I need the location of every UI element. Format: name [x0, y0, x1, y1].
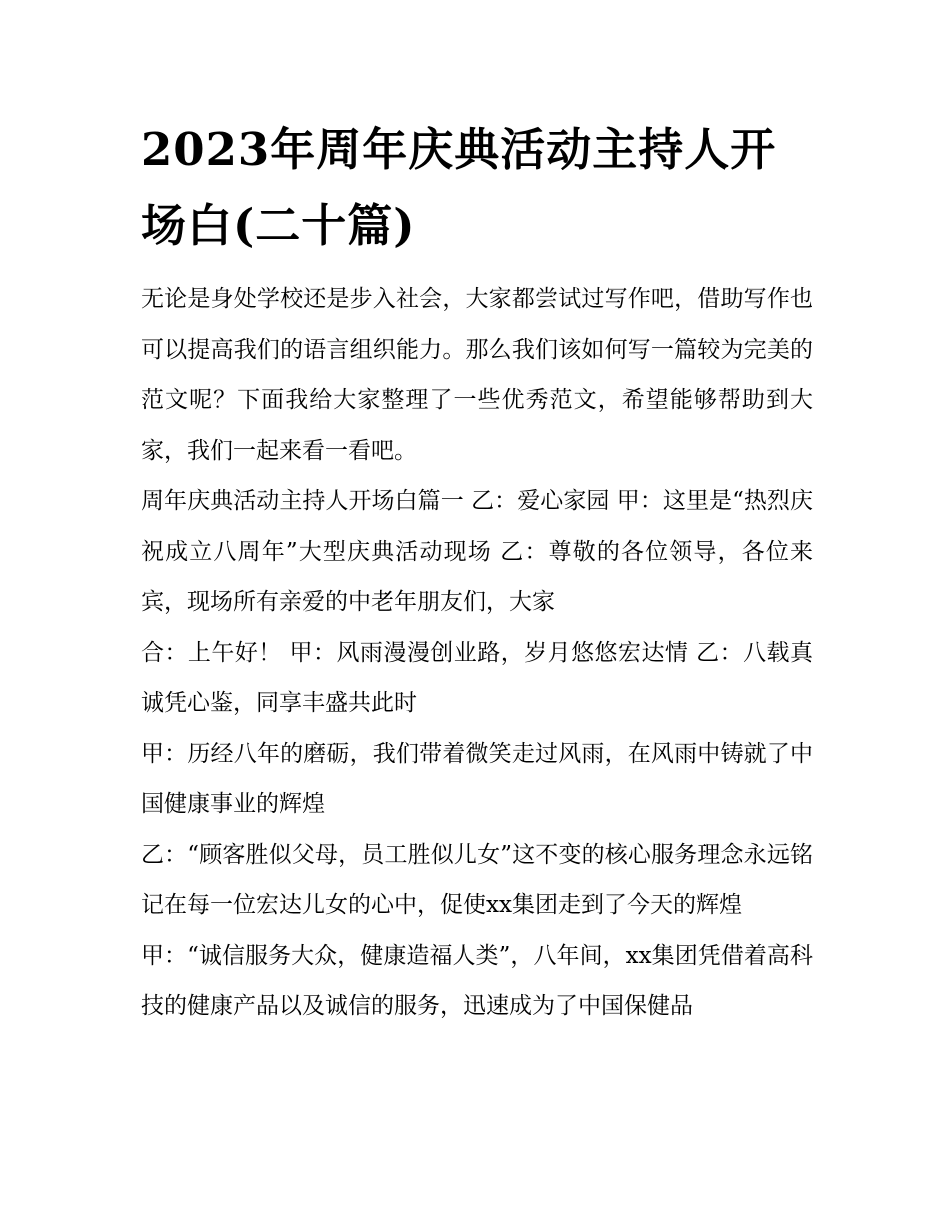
paragraph-intro: 无论是身处学校还是步入社会，大家都尝试过写作吧，借助写作也可以提高我们的语言组织能力。那么我们该如何写一篇较为完美的范文呢？下面我给大家整理了一些优秀范文，希望能够帮助到大家，我们一起来看一看吧。	[141, 286, 813, 464]
paragraph-greeting: 合：上午好！ 甲：风雨漫漫创业路，岁月悠悠宏达情 乙：八载真诚凭心鉴，同享丰盛共此时	[141, 639, 813, 716]
document-page	[141, 112, 813, 1032]
paragraph-yi-1: 乙：“顾客胜似父母，员工胜似儿女”这不变的核心服务理念永远铭记在每一位宏达儿女的心中，促使xx集团走到了今天的辉煌	[141, 841, 813, 918]
paragraph-jia-2: 甲：“诚信服务大众，健康造福人类”，八年间，xx集团凭借着高科技的健康产品以及诚信的服务，迅速成为了中国保健品	[141, 942, 813, 1019]
paragraph-jia-1: 甲：历经八年的磨砺，我们带着微笑走过风雨，在风雨中铸就了中国健康事业的辉煌	[141, 740, 813, 817]
paragraph-opening: 周年庆典活动主持人开场白篇一 乙：爱心家园 甲：这里是“热烈庆祝成立八周年”大型庆典活动现场 乙：尊敬的各位领导，各位来宾，现场所有亲爱的中老年朋友们，大家	[141, 488, 813, 615]
document-title: 2023年周年庆典活动主持人开场白(二十篇)	[141, 123, 777, 252]
